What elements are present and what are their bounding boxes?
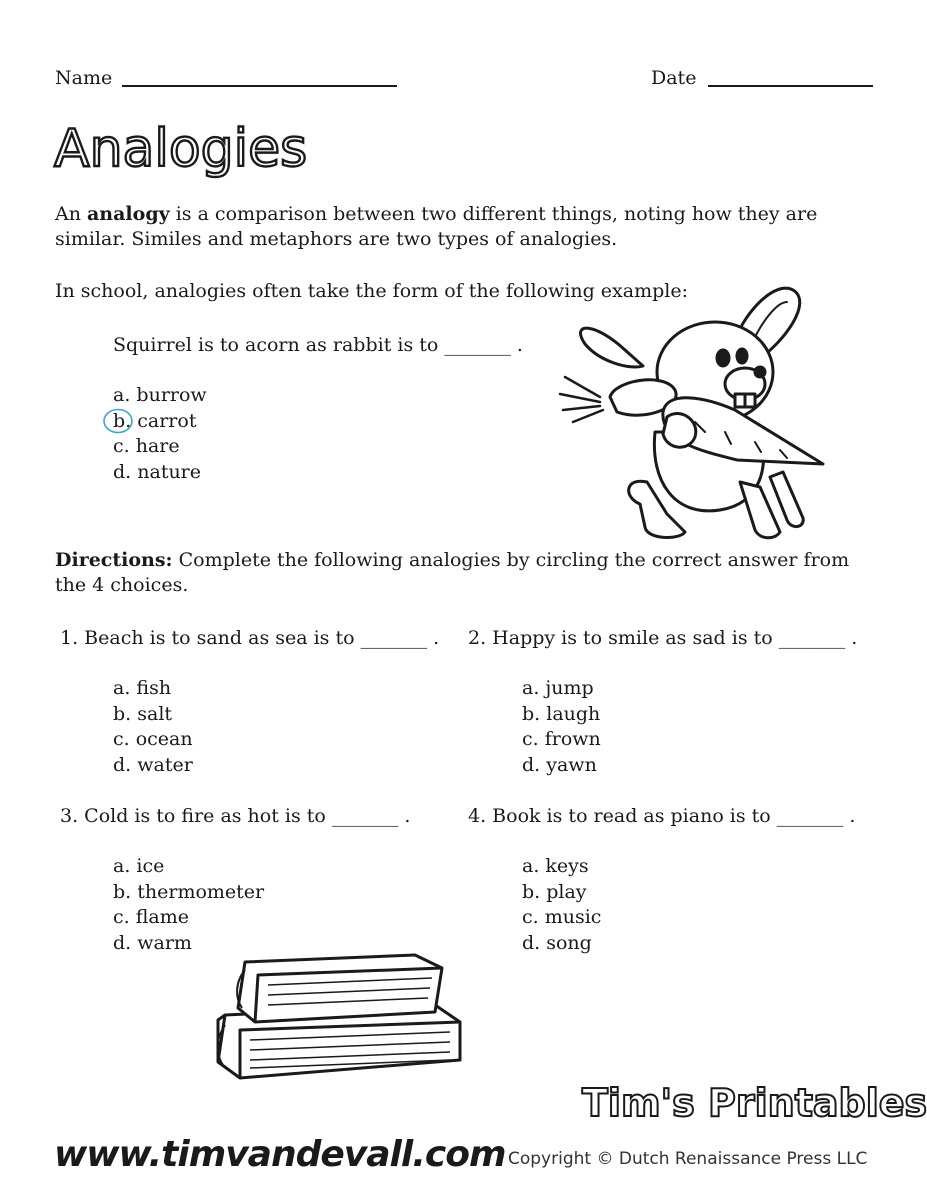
- date-field-line[interactable]: [708, 85, 873, 87]
- question-4-choice-d[interactable]: d. song: [522, 932, 592, 955]
- question-2-choice-a[interactable]: a. jump: [522, 677, 594, 699]
- footer-website-link[interactable]: www.timvandevall.com: [54, 1134, 506, 1175]
- intro-bold-term: analogy: [87, 203, 170, 225]
- question-1-choice-c[interactable]: c. ocean: [113, 728, 193, 751]
- question-1-choice-d[interactable]: d. water: [113, 754, 193, 777]
- question-1-choice-b[interactable]: b. salt: [113, 702, 173, 725]
- example-choice-c[interactable]: c. hare: [113, 435, 180, 458]
- intro-text-2: is a comparison between two different things, noting how they are: [169, 203, 818, 225]
- question-2-choices: [522, 676, 601, 779]
- svg-text:Tim's Printables: Tim's Printables: [582, 1081, 927, 1125]
- tims-printables-logo: [580, 1072, 927, 1130]
- intro-text-3: similar. Similes and metaphors are two types of analogies.: [55, 228, 618, 250]
- directions-text-2: the 4 choices.: [55, 574, 189, 596]
- intro-text-1: An: [55, 203, 87, 225]
- question-4-prompt: 4. Book is to read as piano is to _______ .: [468, 805, 856, 827]
- date-label: Date: [651, 67, 697, 89]
- question-4-choice-c[interactable]: c. music: [522, 906, 602, 929]
- question-1-prompt: 1. Beach is to sand as sea is to _______ .: [60, 627, 440, 649]
- question-1-choices: [113, 676, 193, 779]
- example-question: Squirrel is to acorn as rabbit is to _______ .: [113, 334, 523, 356]
- example-intro: In school, analogies often take the form of the following example:: [55, 280, 688, 302]
- intro-paragraph: [55, 202, 875, 252]
- question-2-prompt: 2. Happy is to smile as sad is to _______ .: [468, 627, 858, 649]
- question-3-prompt: 3. Cold is to fire as hot is to _______ .: [60, 805, 411, 827]
- example-choice-b[interactable]: b. carrot: [113, 409, 197, 432]
- question-1-choice-a[interactable]: a. fish: [113, 677, 172, 699]
- question-3-choice-d[interactable]: d. warm: [113, 932, 192, 955]
- rabbit-with-carrot-illustration: [555, 282, 830, 544]
- name-field-line[interactable]: [122, 85, 397, 87]
- question-2-choice-d[interactable]: d. yawn: [522, 754, 597, 777]
- example-choice-a[interactable]: a. burrow: [113, 384, 207, 406]
- name-label: Name: [55, 67, 113, 89]
- directions-label: Directions:: [55, 549, 173, 571]
- question-4-choices: [522, 854, 601, 957]
- question-2-choice-c[interactable]: c. frown: [522, 728, 601, 751]
- question-4-choice-b[interactable]: b. play: [522, 880, 587, 903]
- book-stack-illustration: [210, 950, 470, 1085]
- directions-text-1: Complete the following analogies by circling the correct answer from: [172, 549, 850, 571]
- question-3-choice-b[interactable]: b. thermometer: [113, 880, 265, 903]
- question-3-choices: [113, 854, 264, 957]
- question-2-choice-b[interactable]: b. laugh: [522, 702, 601, 725]
- question-3-choice-a[interactable]: a. ice: [113, 855, 165, 877]
- page-title: [50, 112, 310, 190]
- example-choice-d[interactable]: d. nature: [113, 461, 202, 484]
- directions-paragraph: [55, 548, 895, 598]
- footer-copyright: Copyright © Dutch Renaissance Press LLC: [508, 1149, 868, 1169]
- question-3-choice-c[interactable]: c. flame: [113, 906, 189, 929]
- page-title-text: Analogies: [54, 119, 308, 179]
- answer-circle-mark: [102, 407, 136, 435]
- question-4-choice-a[interactable]: a. keys: [522, 855, 589, 877]
